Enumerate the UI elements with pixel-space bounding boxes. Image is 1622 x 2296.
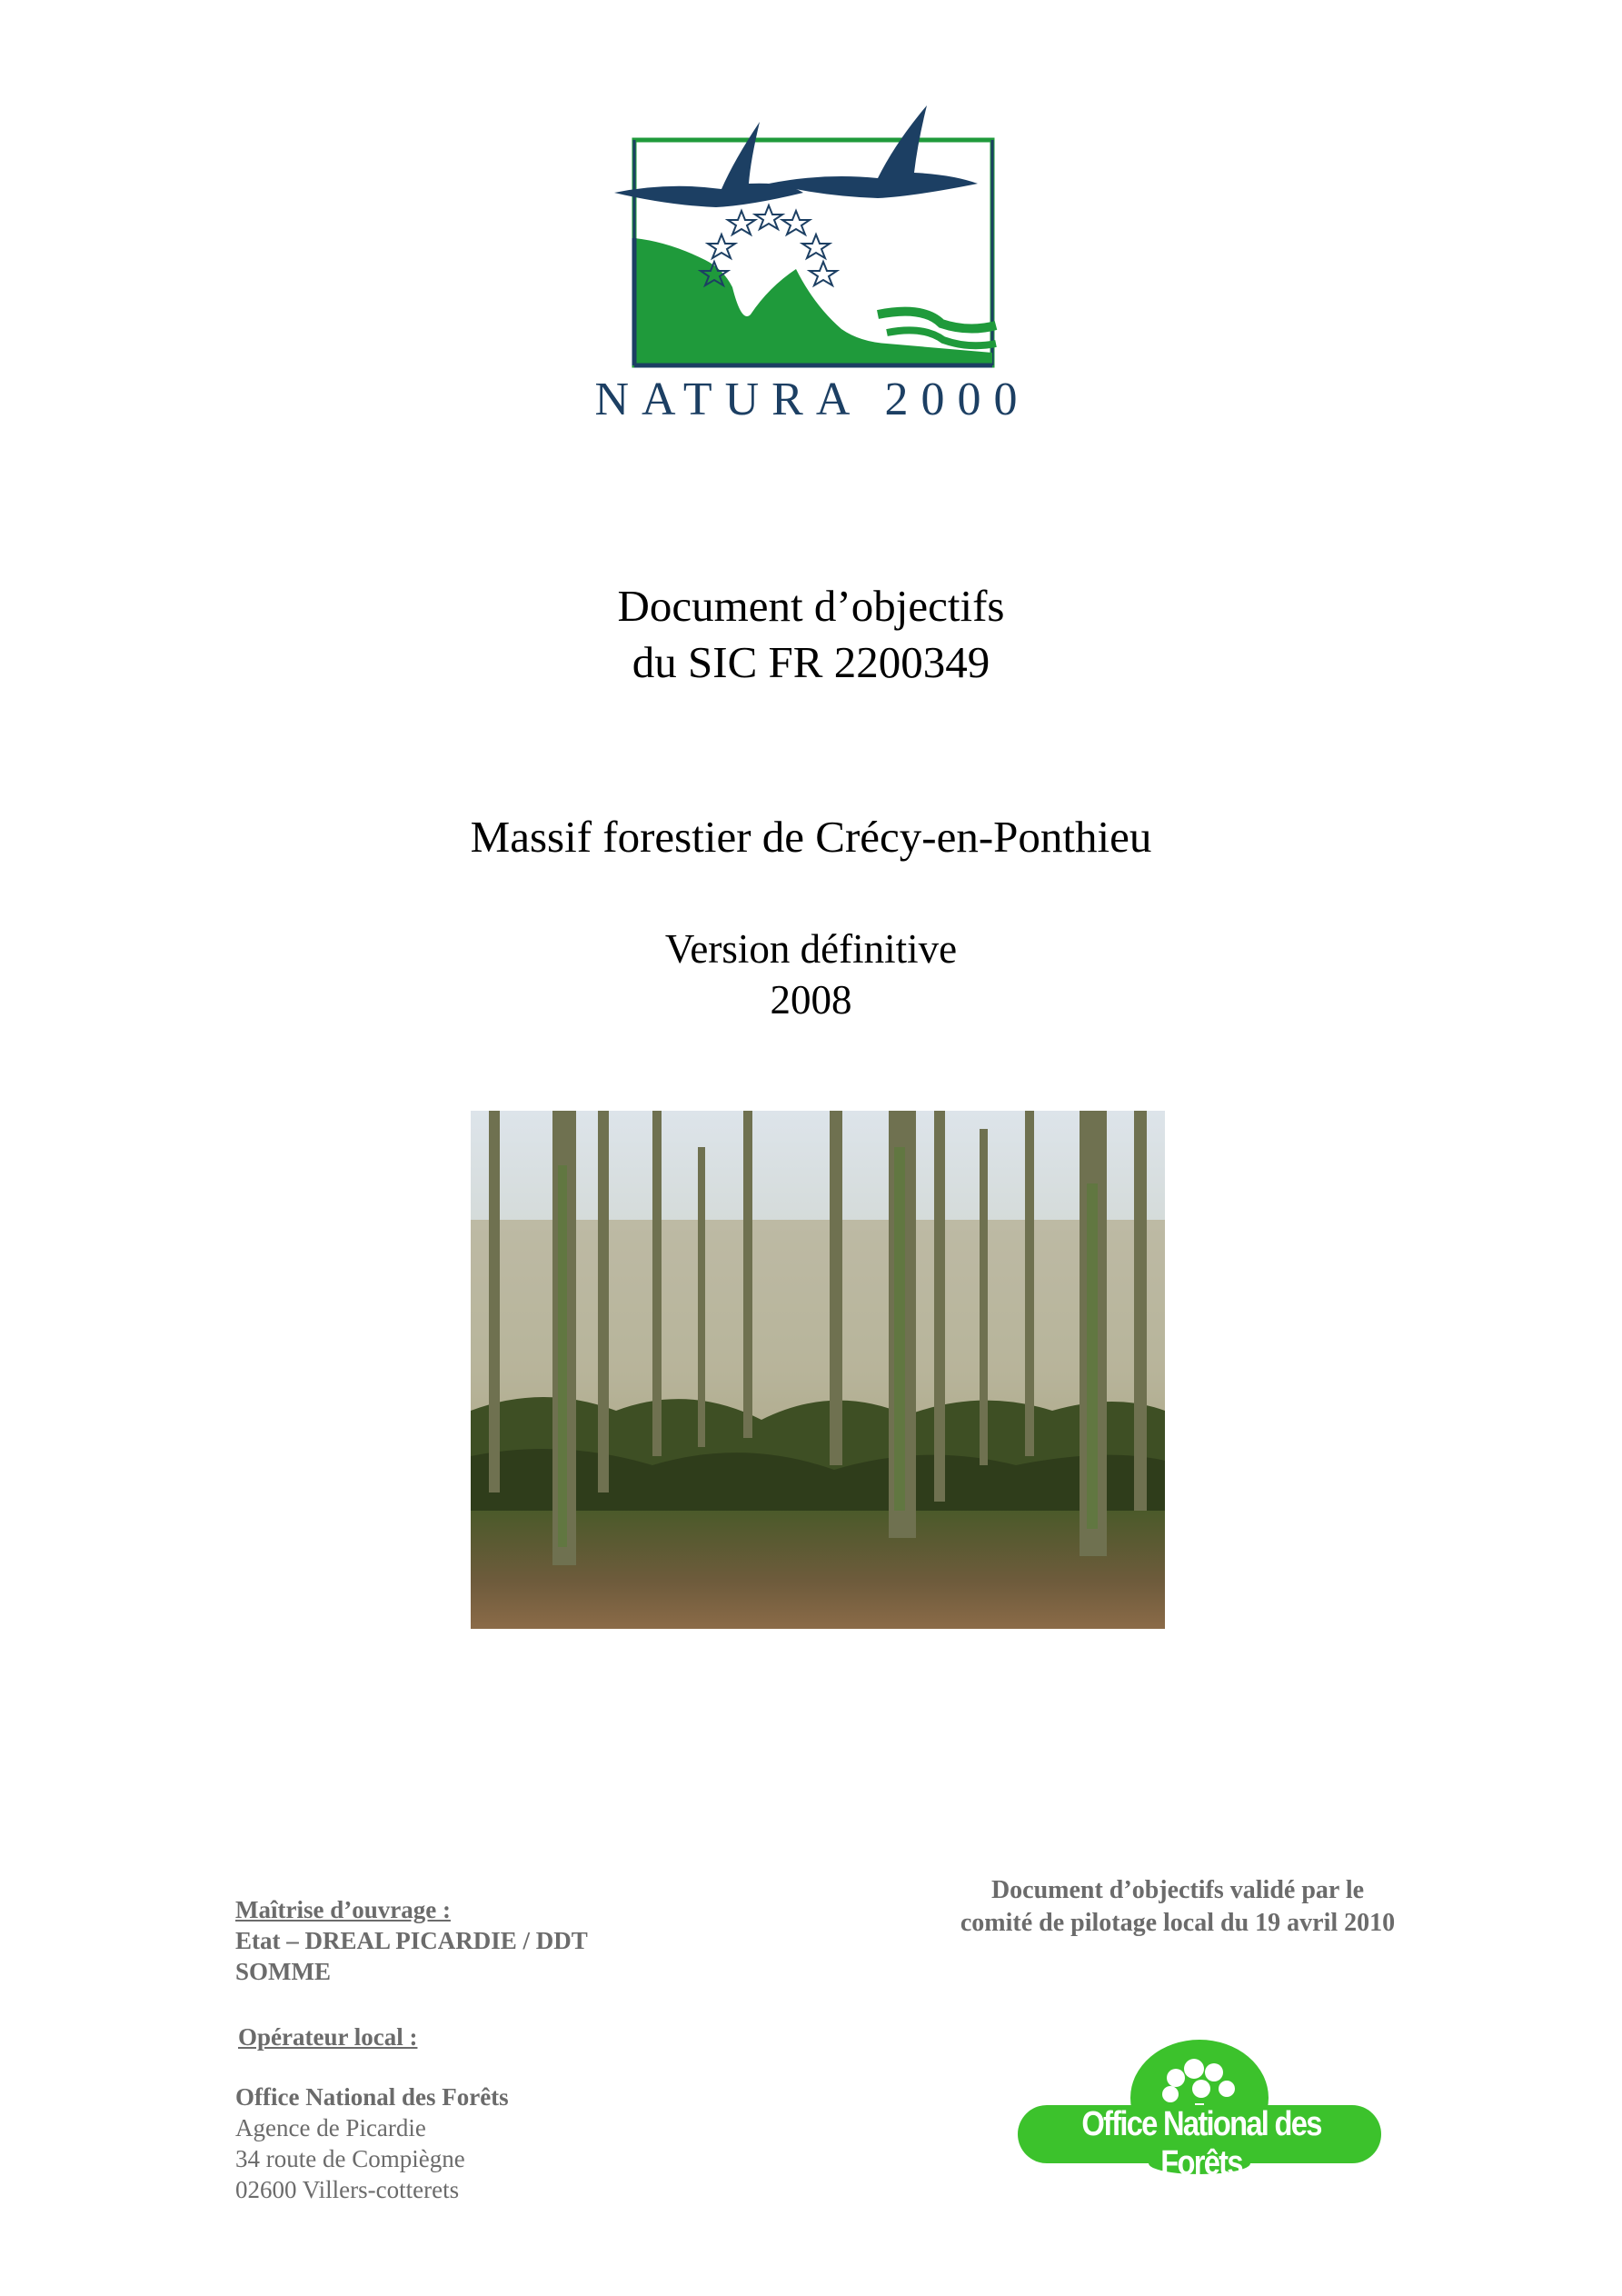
forest-photo	[471, 1111, 1165, 1629]
natura-2000-logo	[594, 105, 1030, 425]
owner-line-1: Etat – DREAL PICARDIE / DDT	[235, 1927, 588, 1954]
validation-note	[923, 1874, 1432, 1940]
version-label: Version définitive	[664, 926, 958, 972]
operator-address-2: 34 route de Compiègne	[235, 2145, 465, 2172]
onf-logo-text: Office National des Forêts	[1081, 2105, 1321, 2182]
site-name: Massif forestier de Crécy-en-Ponthieu	[470, 812, 1152, 862]
validation-line-1: Document d’objectifs validé par le	[990, 1876, 1365, 1904]
owner-label: Maîtrise d’ouvrage :	[235, 1896, 451, 1923]
title-line-2: du SIC FR 2200349	[632, 637, 990, 687]
title-line-1: Document d’objectifs	[617, 581, 1005, 631]
operator-name: Office National des Forêts	[235, 2083, 509, 2111]
operator-address-1: Agence de Picardie	[235, 2114, 426, 2141]
natura-2000-wordmark: NATURA 2000	[594, 374, 1030, 425]
operator-label: Opérateur local :	[238, 2023, 418, 2051]
operator-address-3: 02600 Villers-cotterets	[235, 2176, 460, 2203]
owner-block	[235, 1894, 672, 1987]
version-year: 2008	[770, 977, 852, 1023]
document-title	[0, 578, 1622, 691]
operator-block	[235, 2081, 672, 2205]
validation-line-2: comité de pilotage local du 19 avril 2010	[960, 1909, 1396, 1937]
version-block	[0, 923, 1622, 1025]
owner-line-2: SOMME	[235, 1958, 331, 1985]
